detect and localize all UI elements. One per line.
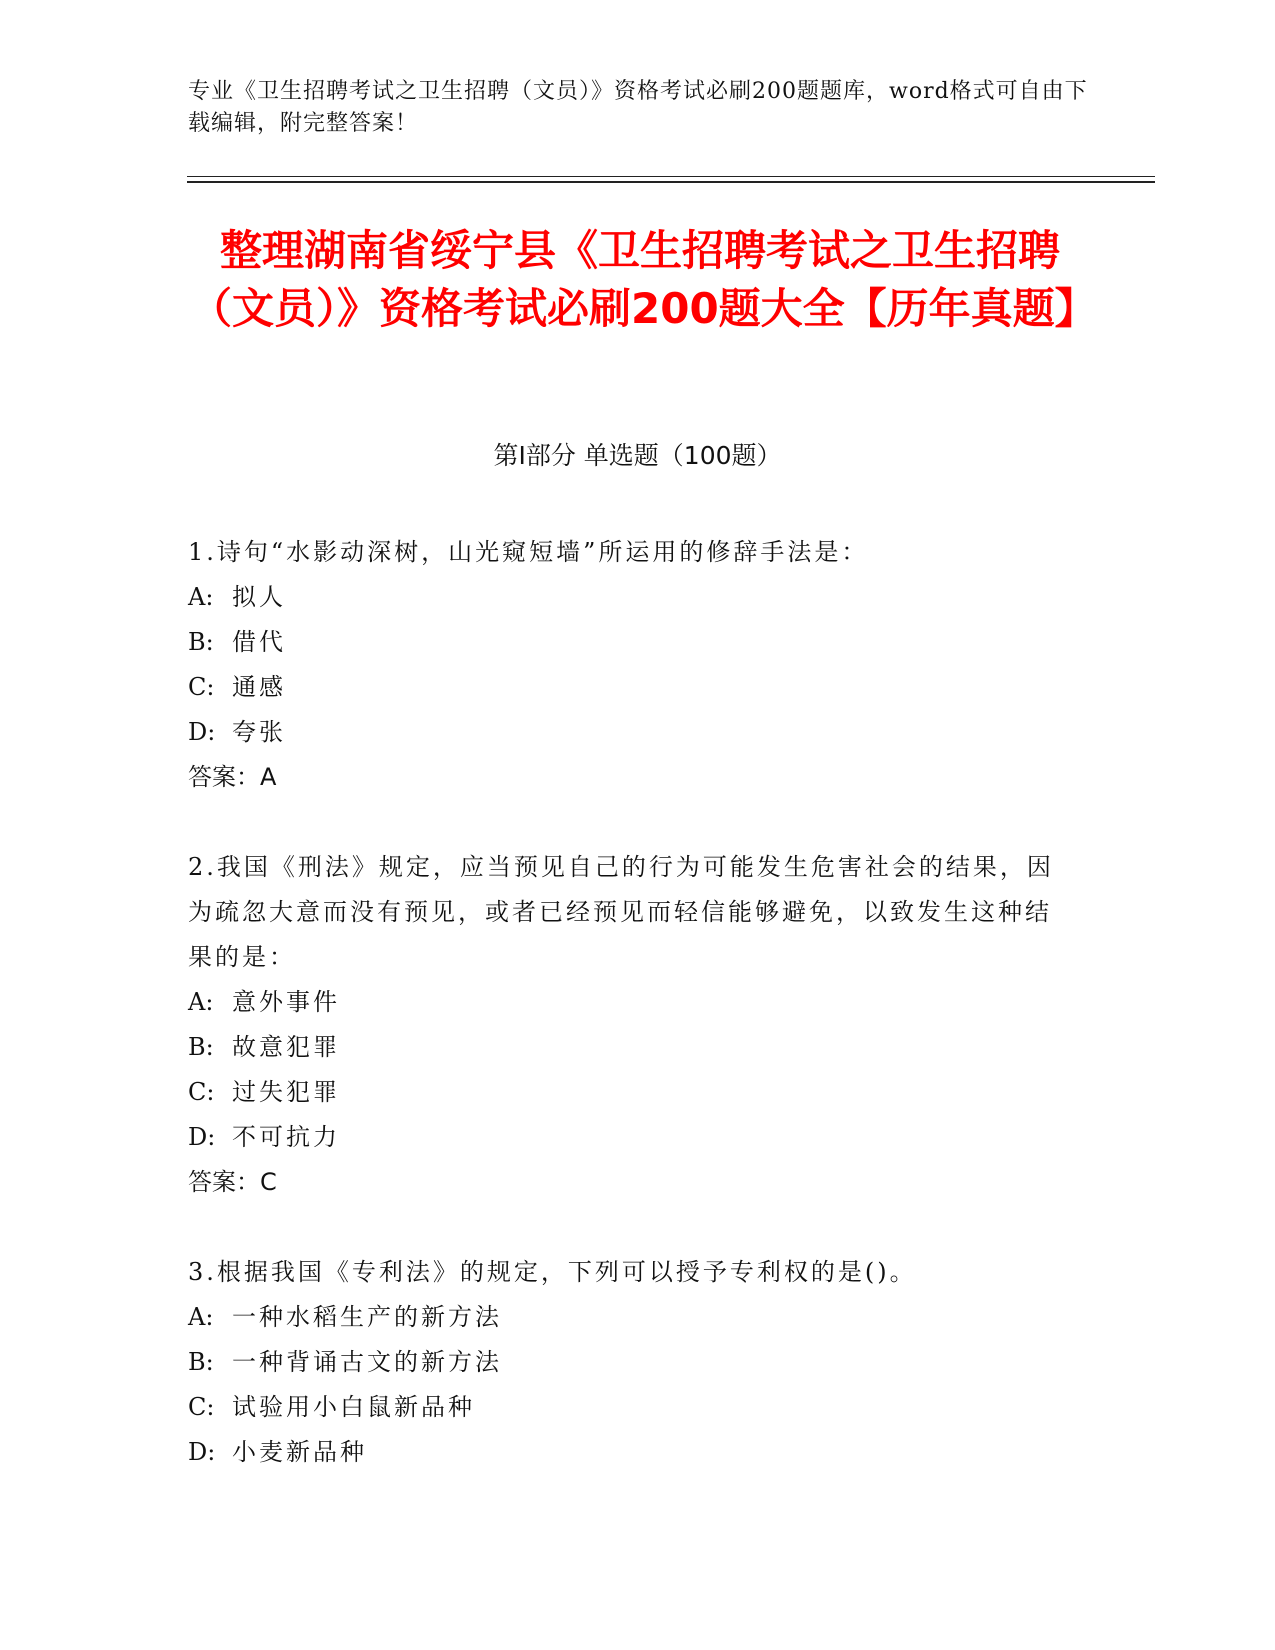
document-title: 整理湖南省绥宁县《卫生招聘考试之卫生招聘（文员）》资格考试必刷200题大全【历年真题】 <box>190 226 1097 333</box>
option-d <box>188 1115 1068 1160</box>
question-3 <box>188 1250 1068 1475</box>
option-text: 不可抗力 <box>232 1123 340 1151</box>
section-heading: 第Ⅰ部分 单选题（100题） <box>493 441 782 470</box>
option-b <box>188 620 1068 665</box>
option-a <box>188 1295 1068 1340</box>
question-1 <box>188 530 1068 800</box>
option-a <box>188 980 1068 1025</box>
header-divider-thin <box>187 176 1155 177</box>
header-note: 专业《卫生招聘考试之卫生招聘（文员）》资格考试必刷200题题库，word格式可自由下载编辑，附完整答案！ <box>188 79 1088 136</box>
option-text: 小麦新品种 <box>232 1438 367 1466</box>
option-b <box>188 1025 1068 1070</box>
question-stem: 3.根据我国《专利法》的规定，下列可以授予专利权的是()。 <box>188 1258 917 1286</box>
option-key: B: <box>188 1033 214 1061</box>
option-text: 故意犯罪 <box>232 1033 340 1061</box>
option-key: A: <box>188 1303 214 1331</box>
option-text: 一种水稻生产的新方法 <box>232 1303 502 1331</box>
question-list <box>188 530 1068 1520</box>
option-text: 过失犯罪 <box>232 1078 340 1106</box>
option-key: D: <box>188 718 216 746</box>
option-key: D: <box>188 1123 216 1151</box>
option-key: A: <box>188 988 214 1016</box>
option-d <box>188 710 1068 755</box>
question-2 <box>188 845 1068 1205</box>
option-c <box>188 665 1068 710</box>
option-key: B: <box>188 1348 214 1376</box>
option-key: D: <box>188 1438 216 1466</box>
question-stem: 2.我国《刑法》规定，应当预见自己的行为可能发生危害社会的结果，因为疏忽大意而没有预见，或者已经预见而轻信能够避免，以致发生这种结果的是： <box>188 853 1054 971</box>
question-stem: 1.诗句“水影动深树，山光窥短墙”所运用的修辞手法是： <box>188 538 869 566</box>
header-divider-thick <box>187 181 1155 183</box>
option-text: 通感 <box>232 673 286 701</box>
answer: 答案：C <box>188 1168 277 1196</box>
option-text: 试验用小白鼠新品种 <box>232 1393 475 1421</box>
option-key: A: <box>188 583 214 611</box>
option-text: 一种背诵古文的新方法 <box>232 1348 502 1376</box>
option-text: 借代 <box>232 628 286 656</box>
option-d <box>188 1430 1068 1475</box>
option-text: 意外事件 <box>232 988 340 1016</box>
option-text: 拟人 <box>232 583 286 611</box>
option-key: B: <box>188 628 214 656</box>
option-a <box>188 575 1068 620</box>
answer: 答案：A <box>188 763 277 791</box>
option-key: C: <box>188 673 215 701</box>
option-key: C: <box>188 1393 215 1421</box>
option-key: C: <box>188 1078 215 1106</box>
option-c <box>188 1385 1068 1430</box>
option-text: 夸张 <box>232 718 286 746</box>
option-c <box>188 1070 1068 1115</box>
option-b <box>188 1340 1068 1385</box>
